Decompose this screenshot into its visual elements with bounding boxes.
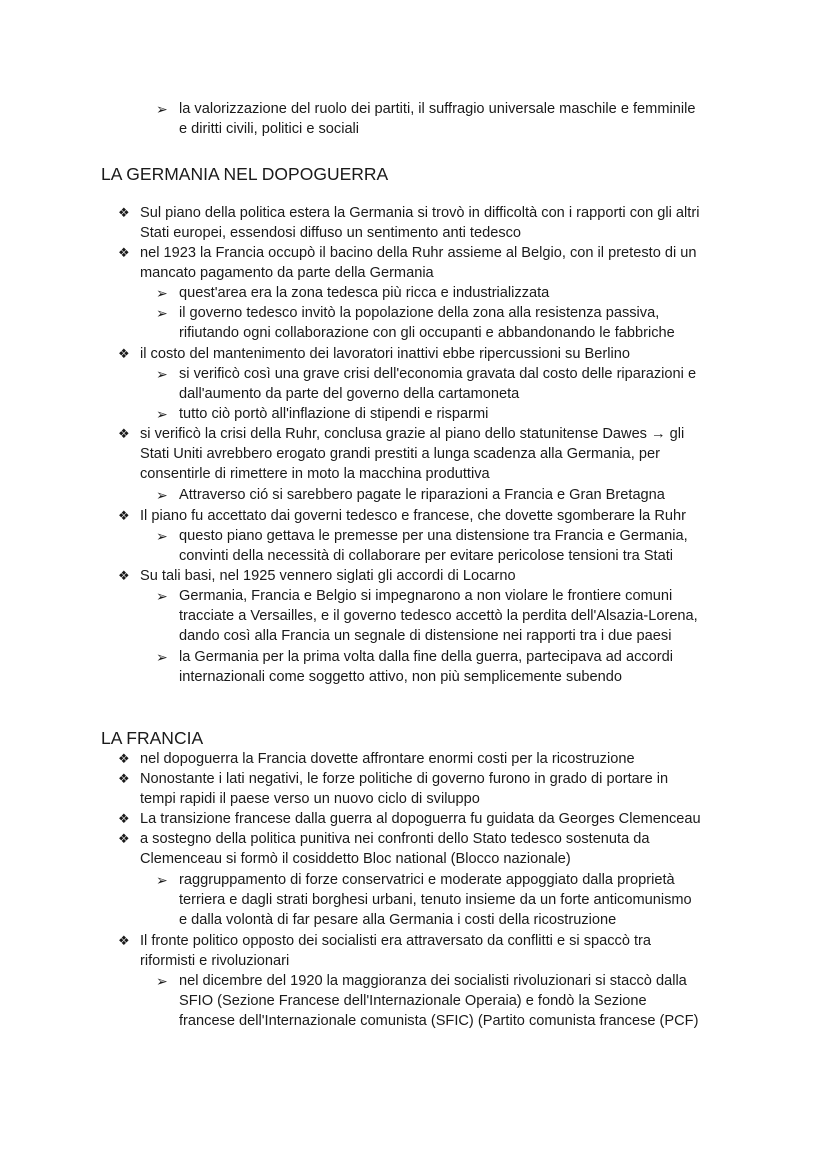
diamond-bullet-icon: ❖ (118, 346, 130, 361)
bullet-text-line: nel 1923 la Francia occupò il bacino della Ruhr assieme al Belgio, con il pretesto di un (140, 245, 697, 261)
sub-bullet-text-line: Germania, Francia e Belgio si impegnarono a non violare le frontiere comuni (179, 588, 673, 604)
diamond-bullet-icon: ❖ (118, 933, 130, 948)
arrow-bullet-icon: ➢ (156, 406, 168, 422)
sub-bullet-text-line: raggruppamento di forze conservatrici e moderate appoggiato dalla proprietà (179, 872, 675, 888)
diamond-bullet-icon: ❖ (118, 568, 130, 583)
bullet-text-line: Clemenceau si formò il cosiddetto Bloc national (Blocco nazionale) (140, 851, 571, 868)
bullet-text-line: Il fronte politico opposto dei socialisti era attraversato da conflitti e si spaccò tra (140, 933, 652, 949)
diamond-bullet-icon: ❖ (118, 245, 130, 260)
arrow-bullet-icon: ➢ (156, 528, 168, 544)
bullet-text-line: consentirle di rimettere in moto la macchina produttiva (140, 466, 490, 483)
sub-bullet-text-line: si verificò così una grave crisi dell'economia gravata dal costo delle riparazioni e (179, 366, 697, 382)
arrow-bullet-icon: ➢ (156, 285, 168, 301)
sub-bullet-text-line: la Germania per la prima volta dalla fine della guerra, partecipava ad accordi (179, 649, 674, 665)
bullet-text-line: Su tali basi, nel 1925 vennero siglati gli accordi di Locarno (140, 568, 516, 584)
bullet-text-line: Nonostante i lati negativi, le forze politiche di governo furono in grado di portare in (140, 771, 669, 787)
diamond-bullet-icon: ❖ (118, 426, 130, 441)
bullet-text-line: Sul piano della politica estera la Germania si trovò in difficoltà con i rapporti con gli altri (140, 205, 700, 221)
arrow-bullet-icon: ➢ (156, 305, 168, 321)
sub-bullet-text-line: convinti della necessità di collaborare per evitare pericolose tensioni tra Stati (179, 548, 674, 565)
sub-bullet-text-line: e dalla volontà di far pesare alla Germania i costi della ricostruzione (179, 912, 617, 929)
sub-bullet-text-line: quest'area era la zona tedesca più ricca e industrializzata (179, 285, 550, 301)
sub-bullet-text-line: dando così alla Francia un segnale di distensione nei rapporti tra i due paesi (179, 628, 672, 645)
sub-bullet-text-line: francese dell'Internazionale comunista (SFIC) (Partito comunista francese (PCF) (179, 1013, 699, 1030)
arrow-bullet-icon: ➢ (156, 973, 168, 989)
sub-bullet-text-line: dall'aumento da parte del governo della cartamoneta (179, 386, 520, 403)
diamond-bullet-icon: ❖ (118, 205, 130, 220)
section-heading: LA FRANCIA (101, 728, 204, 748)
sub-bullet-text-line: e diritti civili, politici e sociali (179, 121, 360, 138)
sub-bullet-text-line: nel dicembre del 1920 la maggioranza dei socialisti rivoluzionari si staccò dalla (179, 973, 687, 989)
sub-bullet-text-line: internazionali come soggetto attivo, non più semplicemente subendo (179, 669, 622, 686)
sub-bullet-text-line: tracciate a Versailles, e il governo tedesco accettò la perdita dell'Alsazia-Lorena, (179, 608, 698, 625)
bullet-text-line: tempi rapidi il paese verso un nuovo ciclo di sviluppo (140, 791, 480, 808)
bullet-text-line: si verificò la crisi della Ruhr, conclusa grazie al piano dello statunitense Dawes → gli (140, 426, 685, 442)
bullet-text-line: Il piano fu accettato dai governi tedesco e francese, che dovette sgomberare la Ruhr (140, 508, 686, 524)
sub-bullet-text-line: la valorizzazione del ruolo dei partiti, il suffragio universale maschile e femminile (179, 101, 696, 117)
diamond-bullet-icon: ❖ (118, 831, 130, 846)
arrow-bullet-icon: ➢ (156, 649, 168, 665)
bullet-text-line: il costo del mantenimento dei lavoratori inattivi ebbe ripercussioni su Berlino (140, 346, 630, 362)
bullet-text-line: La transizione francese dalla guerra al dopoguerra fu guidata da Georges Clemenceau (140, 811, 701, 827)
diamond-bullet-icon: ❖ (118, 508, 130, 523)
arrow-bullet-icon: ➢ (156, 101, 168, 117)
bullet-text-line: Stati Uniti avrebbero erogato grandi prestiti a lunga scadenza alla Germania, per (140, 446, 660, 463)
sub-bullet-text-line: Attraverso ció si sarebbero pagate le riparazioni a Francia e Gran Bretagna (179, 487, 665, 503)
sub-bullet-text-line: rifiutando ogni collaborazione con gli occupanti e abbandonando le fabbriche (179, 325, 675, 342)
sub-bullet-text-line: questo piano gettava le premesse per una distensione tra Francia e Germania, (179, 528, 688, 544)
sub-bullet-text-line: tutto ciò portò all'inflazione di stipendi e risparmi (179, 406, 489, 422)
arrow-bullet-icon: ➢ (156, 487, 168, 503)
diamond-bullet-icon: ❖ (118, 751, 130, 766)
arrow-bullet-icon: ➢ (156, 366, 168, 382)
arrow-bullet-icon: ➢ (156, 872, 168, 888)
bullet-text-line: a sostegno della politica punitiva nei confronti dello Stato tedesco sostenuta da (140, 831, 650, 847)
sub-bullet-text-line: il governo tedesco invitò la popolazione della zona alla resistenza passiva, (179, 305, 660, 321)
diamond-bullet-icon: ❖ (118, 771, 130, 786)
bullet-text-line: Stati europei, essendosi diffuso un sentimento anti tedesco (140, 225, 522, 242)
sub-bullet-text-line: terriera e dagli strati borghesi urbani, tenuto insieme da un forte anticomunismo (179, 892, 692, 909)
diamond-bullet-icon: ❖ (118, 811, 130, 826)
section-heading: LA GERMANIA NEL DOPOGUERRA (101, 164, 389, 184)
bullet-text-line: mancato pagamento da parte della Germania (140, 265, 434, 282)
arrow-bullet-icon: ➢ (156, 588, 168, 604)
bullet-text-line: riformisti e rivoluzionari (140, 953, 290, 970)
bullet-text-line: nel dopoguerra la Francia dovette affrontare enormi costi per la ricostruzione (140, 751, 635, 767)
sub-bullet-text-line: SFIO (Sezione Francese dell'Internazionale Operaia) e fondò la Sezione (179, 993, 647, 1010)
